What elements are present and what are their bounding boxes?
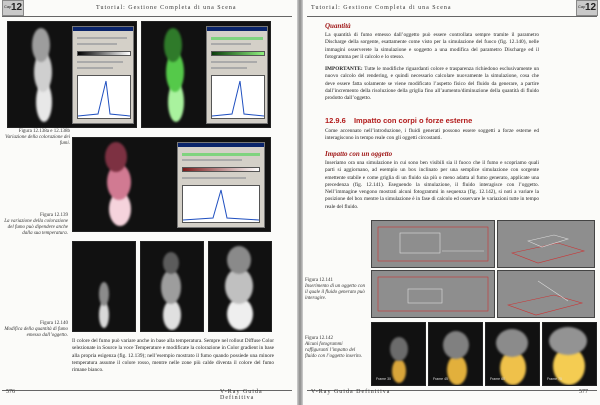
left-page-number: 576 (6, 389, 15, 395)
running-header-right: Tutorial: Gestione Completa di una Scena (311, 5, 452, 11)
impact-frame-3 (485, 322, 540, 386)
left-page (0, 0, 297, 405)
viewport-perspective-bottom (497, 270, 595, 318)
frame-label-1: Frame 30 (376, 377, 391, 381)
wireframe-box-bottom (498, 271, 594, 317)
wireframe-grid-front (372, 271, 494, 317)
frame-label-4: Frame 75 (547, 377, 562, 381)
left-body-paragraph: Il colore del fumo può variare anche in base alla temperatura. Sempre nel rollout Diffuse Color selezionate in Source la voce Temperature e modificate la colorazione in Color gradient in base alla propria esigenza (fig. 12.139); nell’esempio mostrato il fumo quando possiede una minore temperatura assume il colore rosso, mentre nelle zone più calde diventa il colore del fumo rimane bianco. (72, 338, 274, 374)
caption-fig-12-138: Figura 12.138a e 12.138b Variazione della colorazione dei fumi. (5, 129, 70, 146)
viewport-front (371, 270, 495, 318)
footer-book-title-right: V-Ray Guida Definitiva (311, 389, 391, 395)
smoke-render-green (141, 21, 271, 128)
caption-fig-12-139: Figura 12.139 La variazione della colorazione del fumo può dipendere anche dalla sua temperatura. (4, 213, 68, 236)
important-label: IMPORTANTE: (325, 66, 363, 72)
chapter-number: 12 (11, 2, 23, 13)
smoke-render-high-discharge (208, 241, 272, 332)
curve-graph-green (212, 76, 264, 118)
viewport-top (371, 220, 495, 268)
caption-fig-12-141: Figura 12.141 Inserimento di un oggetto con il quale il fluido generato può interagire. (305, 278, 365, 301)
fluid-settings-dialog (72, 26, 134, 124)
paragraph-quantita: La quantità di fumo emesso dall’oggetto può essere controllata sempre tramite il parametro Discharge della sorgente, esattamente come visto per la simulazione del fuoco (fig. 12.140), nelle immagini osserverete la simulazione e soggetto a una modifica del parametro Discharge ed il fotogramma per il calcolo e lo stesso. (325, 32, 539, 60)
running-header-left: Tutorial: Gestione Completa di una Scena (96, 5, 237, 11)
header-rule-right (307, 16, 597, 17)
impact-frame-1 (371, 322, 426, 386)
footer-book-title-left: V-Ray Guida Definitiva (220, 389, 263, 401)
wireframe-box-perspective (498, 221, 594, 267)
right-page-number: 577 (579, 389, 588, 395)
paragraph-impatto: Inseriamo ora una simulazione in cui sono ben visibili sia il fuoco che il fumo e scopriamo quali parti si aggiornano, ad esempio un box inclinato per una semplice simulazione con sorgente emettente stabile e come griglia di un fluido sia più o meno adatta al fumo generato, applicate una precedenza (fig. 12.141). Eseguendo la simulazione, il fluido interagisce con l’oggetto. Nell’immagine vengono mostrati alcuni fotogrammi in sequenza (fig. 12.142), si noti a variare la posizione del box mentre la simulazione è in fase di calcolo ed osservare le variazioni tutte in tempo reale del fluido. (325, 160, 539, 210)
paragraph-section: Come accennato nell’introduzione, i fluidi generati possono essere soggetti a forze esterne ed interagiscono in tempo reale con gli oggetti circostanti. (325, 128, 539, 142)
section-title: Impatto con corpi o forze esterne (353, 116, 473, 125)
frame-label-2: Frame 45 (433, 377, 448, 381)
subheading-impatto: Impatto con un oggetto (325, 150, 393, 158)
important-text: Tutte le modifiche riguardanti colore e trasparenza richiedono esclusivamente un nuovo calcolo del rendering, e quindi necessario calcolare nuovamente la simulazione, cosa che deve essere fatta solamente se viene modificato l’aspetto fisico del fluido da generare, a partire dall’incremento della risoluzione della griglia fino all’aumento/diminuzione della quantità di fluido prodotto dall’oggetto. (325, 66, 539, 102)
temperature-curve (183, 186, 259, 222)
viewport-perspective-top (497, 220, 595, 268)
smoke-render-low-discharge (72, 241, 136, 332)
smoke-render-mid-discharge (140, 241, 204, 332)
caption-fig-12-142: Figura 12.142 Alcuni fotogrammi raffiguranti l’impatto del fluido con l’oggetto inserito. (305, 336, 363, 359)
curve-graph (78, 76, 130, 118)
subheading-quantita: Quantità (325, 22, 351, 30)
right-page (303, 0, 600, 405)
smoke-render-white (7, 21, 137, 128)
header-rule (2, 16, 292, 17)
caption-fig-12-140: Figura 12.140 Modifica della quantità di fumo emesso dall’oggetto. (4, 321, 68, 338)
impact-frame-4 (542, 322, 597, 386)
chapter-tab-left (2, 0, 24, 16)
important-note (325, 66, 539, 102)
chapter-tab-right: Cap 12 (576, 0, 598, 16)
section-number: 12.9.6 (325, 116, 346, 125)
smoke-render-temperature (72, 137, 271, 232)
section-heading (325, 116, 472, 125)
fluid-settings-dialog-green (206, 26, 268, 124)
impact-frame-2 (428, 322, 483, 386)
temperature-color-dialog (177, 142, 265, 228)
chapter-label: Cap (4, 4, 12, 9)
frame-label-3: Frame 60 (490, 377, 505, 381)
wireframe-grid-top (372, 221, 494, 267)
